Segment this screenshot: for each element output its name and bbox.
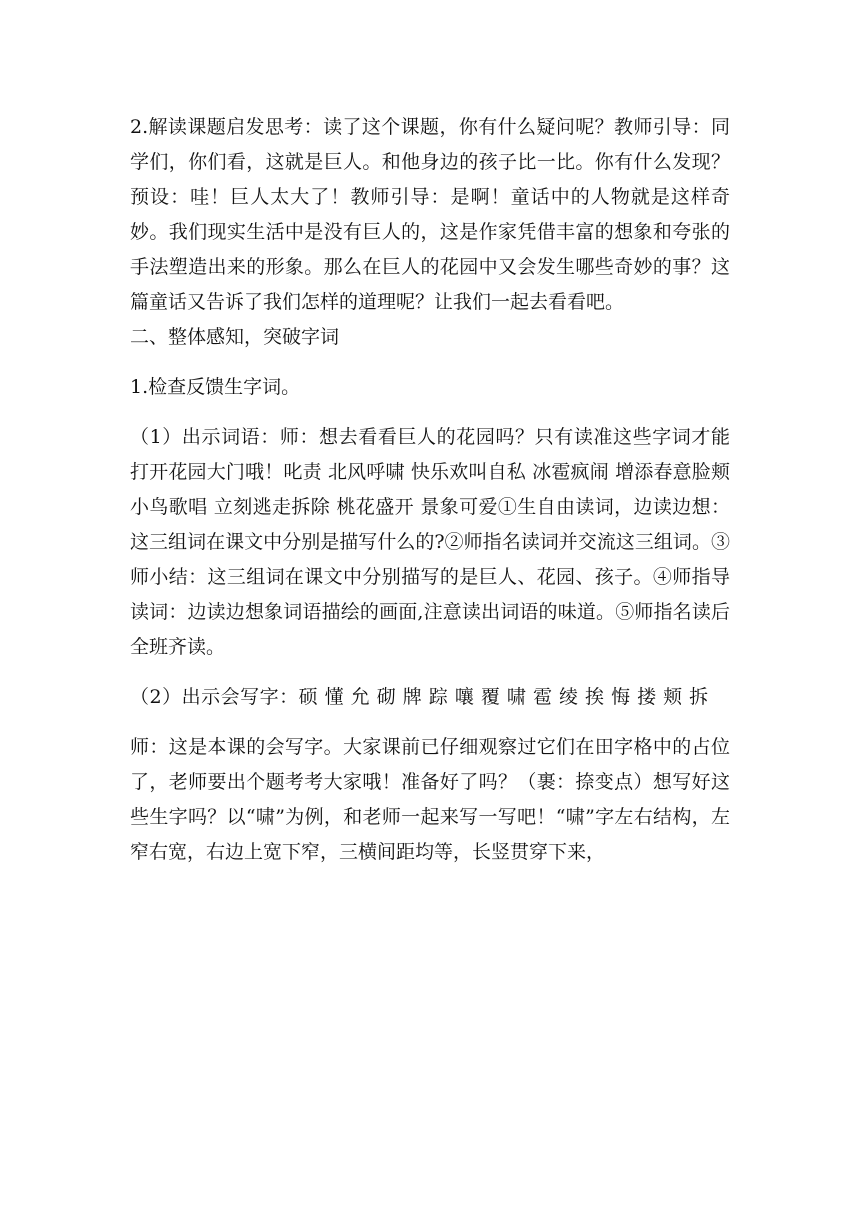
paragraph-check-new-words: 1.检查反馈生字词。 [130, 376, 301, 398]
section-heading-overall-perception: 二、整体感知，突破字词 [130, 326, 340, 348]
paragraph-writing-characters: （2）出示会写字：硕 懂 允 砌 牌 踪 嚷 覆 啸 雹 绫 挨 悔 搂 颊 拆 [130, 686, 709, 708]
paragraph-show-vocabulary: （1）出示词语：师：想去看看巨人的花园吗？只有读准这些字词才能打开花园大门哦！叱责 北风呼啸 快乐欢叫自私 冰雹疯闹 增添春意脸颊 小鸟歌唱 立刻逃走拆除 桃花盛开 景象可爱①生自由读词，边读边想：这三组词在课文中分别是描写什么的?②师指名读词并交流这三组词。③师小结：这三组词在课文中分别描写的是巨人、花园、孩子。④师指导读词：边读边想象词语描绘的画面,注意读出词语的味道。⑤师指名读后全班齐读。 [130, 426, 730, 658]
document-body [130, 110, 730, 870]
paragraph-teacher-writing-guide: 师：这是本课的会写字。大家课前已仔细观察过它们在田字格中的占位了，老师要出个题考考大家哦！准备好了吗？（裹：捺变点）想写好这些生字吗？以“啸”为例，和老师一起来写一写吧！“啸”字左右结构，左窄右宽，右边上宽下窄，三横间距均等，长竖贯穿下来， [130, 736, 730, 863]
paragraph-topic-interpretation: 2.解读课题启发思考：读了这个课题，你有什么疑问呢？教师引导：同学们，你们看，这就是巨人。和他身边的孩子比一比。你有什么发现？预设：哇！巨人太大了！教师引导：是啊！童话中的人物就是这样奇妙。我们现实生活中是没有巨人的，这是作家凭借丰富的想象和夸张的手法塑造出来的形象。那么在巨人的花园中又会发生哪些奇妙的事？这篇童话又告诉了我们怎样的道理呢？让我们一起去看看吧。 [130, 116, 730, 313]
